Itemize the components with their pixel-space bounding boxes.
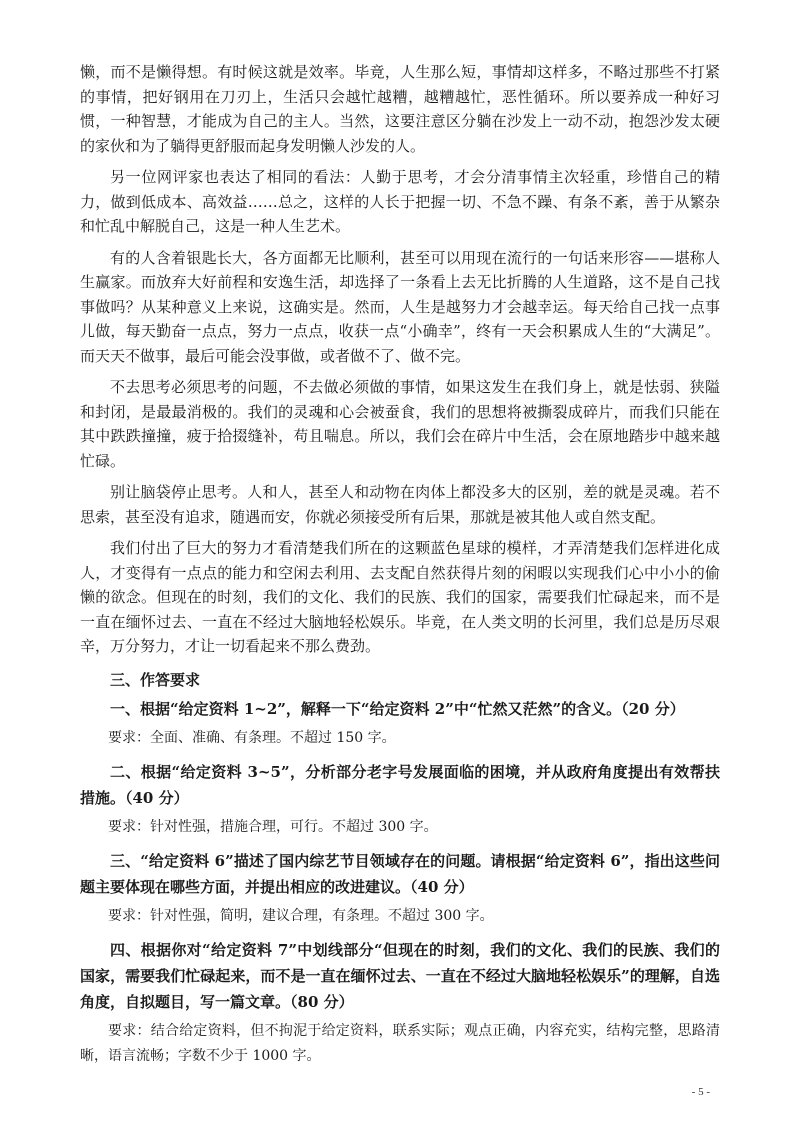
document-page	[80, 60, 720, 1077]
page-number: - 5 -	[691, 1086, 710, 1098]
paragraph-6: 我们付出了巨大的努力才看清楚我们所在的这颗蓝色星球的模样，才弄清楚我们怎样进化成人，才变得有一点点的能力和空闲去利用、去支配自然获得片刻的闲暇以实现我们心中小小的偷懒的欲念。但现在的时刻，我们的文化、我们的民族、我们的国家，需要我们忙碌起来，而不是一直在缅怀过去、一直在不经过大脑地轻松娱乐。毕竟，在人类文明的长河里，我们总是历尽艰辛，万分努力，才让一切看起来不那么费劲。	[80, 539, 720, 655]
question-3-requirement: 要求：针对性强，简明，建议合理，有条理。不超过 300 字。	[108, 907, 494, 924]
question-4-requirement: 要求：结合给定资料，但不拘泥于给定资料，联系实际；观点正确，内容充实，结构完整，思路清晰，语言流畅；字数不少于 1000 字。	[80, 1022, 720, 1064]
question-3: 三、“给定资料 6”描述了国内综艺节目领域存在的问题。请根据“给定资料 6”，指出这些问题主要体现在哪些方面，并提出相应的改进建议。（40 分）	[80, 851, 720, 896]
question-1-requirement: 要求：全面、准确、有条理。不超过 150 字。	[108, 729, 396, 746]
paragraph-3: 有的人含着银匙长大，各方面都无比顺利，甚至可以用现在流行的一句话来形容——堪称人生赢家。而放弃大好前程和安逸生活，却选择了一条看上去无比折腾的人生道路，这不是自己找事做吗？从某种意义上来说，这确实是。然而，人生是越努力才会越幸运。每天给自己找一点事儿做，每天勤奋一点点，努力一点点，收获一点“小确幸”，终有一天会积累成人生的“大满足”。而天天不做事，最后可能会没事做，或者做不了、做不完。	[80, 248, 720, 365]
paragraph-1: 懒，而不是懒得想。有时候这就是效率。毕竟，人生那么短，事情却这样多，不略过那些不打紧的事情，把好钢用在刀刃上，生活只会越忙越糟，越糟越忙，恶性循环。所以要养成一种好习惯，一种智慧，才能成为自己的主人。当然，这要注意区分躺在沙发上一动不动，抱怨沙发太硬的家伙和为了躺得更舒服而起身发明懒人沙发的人。	[80, 63, 720, 155]
question-4: 四、根据你对“给定资料 7”中划线部分“但现在的时刻，我们的文化、我们的民族、我们的国家，需要我们忙碌起来，而不是一直在缅怀过去、一直在不经过大脑地轻松娱乐”的理解，自选角度，自拟题目，写一篇文章。（80 分）	[80, 940, 721, 1011]
question-2-requirement: 要求：针对性强，措施合理，可行。不超过 300 字。	[108, 818, 438, 835]
paragraph-2: 另一位网评家也表达了相同的看法：人勤于思考，才会分清事情主次轻重，珍惜自己的精力，做到低成本、高效益……总之，这样的人长于把握一切、不急不躁、有条不紊，善于从繁杂和忙乱中解脱自己，这是一种人生艺术。	[80, 168, 720, 235]
question-2: 二、根据“给定资料 3~5”，分析部分老字号发展面临的困境，并从政府角度提出有效帮扶措施。（40 分）	[80, 762, 720, 807]
paragraph-5: 别让脑袋停止思考。人和人，甚至人和动物在肉体上都没多大的区别，差的就是灵魂。若不思索，甚至没有追求，随遇而安，你就必须接受所有后果，那就是被其他人或自然支配。	[80, 483, 720, 526]
section-title: 三、作答要求	[110, 670, 201, 689]
paragraph-4: 不去思考必须思考的问题，不去做必须做的事情，如果这发生在我们身上，就是怯弱、狭隘和封闭，是最最消极的。我们的灵魂和心会被蚕食，我们的思想将被撕裂成碎片，而我们只能在其中跌跌撞撞，疲于拾掇缝补，苟且喘息。所以，我们会在碎片中生活，会在原地踏步中越来越忙碌。	[80, 378, 720, 470]
question-1: 一、根据“给定资料 1~2”，解释一下“给定资料 2”中“忙然又茫然”的含义。（20 分）	[110, 699, 685, 718]
